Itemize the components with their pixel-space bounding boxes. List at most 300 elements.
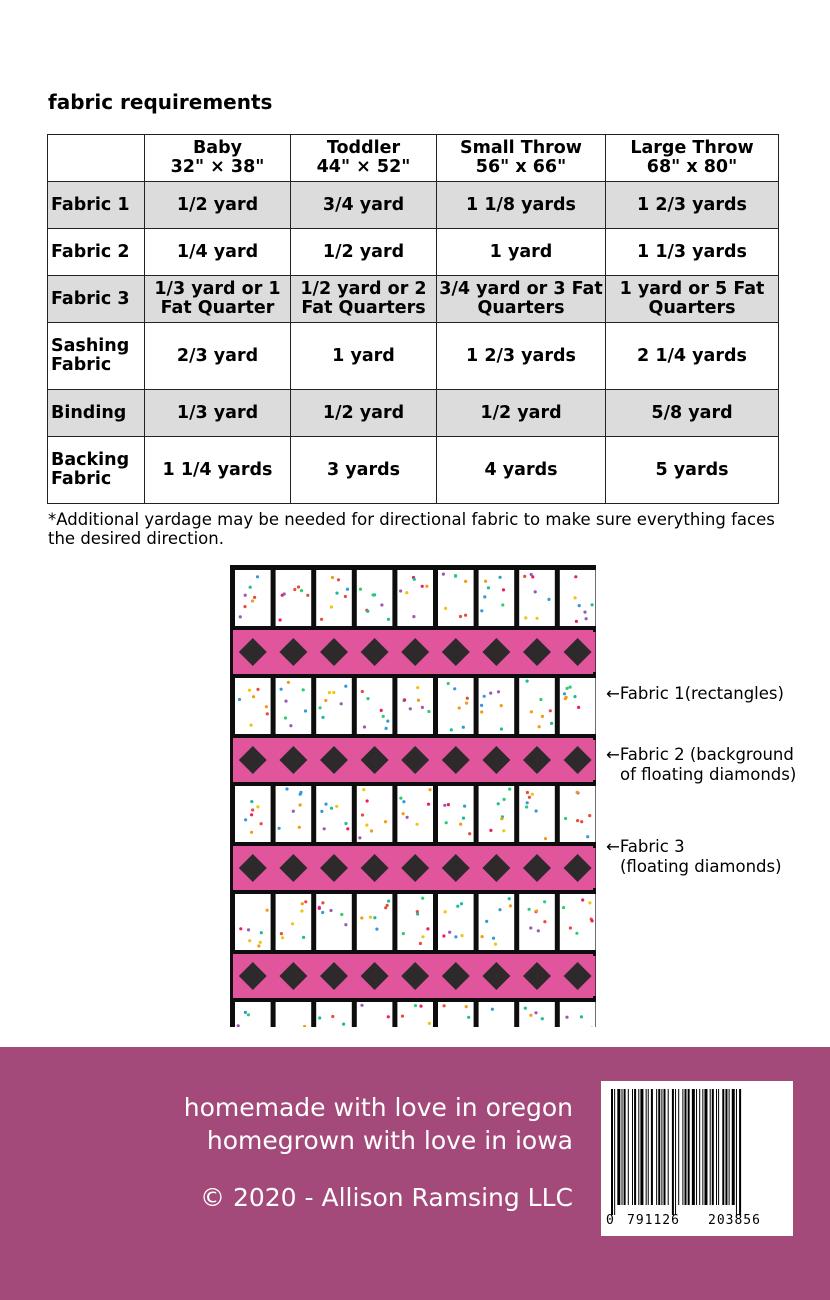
table-cell: 2/3 yard bbox=[145, 323, 291, 390]
rectangle-block bbox=[479, 894, 515, 950]
confetti-dot bbox=[447, 682, 450, 685]
confetti-dot bbox=[248, 939, 251, 942]
confetti-dot bbox=[535, 617, 538, 620]
confetti-dot bbox=[281, 936, 284, 939]
confetti-dot bbox=[373, 916, 376, 919]
confetti-dot bbox=[526, 791, 529, 794]
confetti-dot bbox=[401, 1015, 404, 1018]
confetti-dot bbox=[365, 824, 368, 827]
confetti-dot bbox=[323, 827, 326, 830]
rectangle-block bbox=[560, 1002, 596, 1027]
confetti-dot bbox=[526, 801, 529, 804]
table-cell: 1 yard bbox=[437, 229, 606, 276]
confetti-dot bbox=[450, 728, 453, 731]
confetti-dot bbox=[580, 820, 583, 823]
confetti-dot bbox=[565, 696, 568, 699]
table-cell: 1/2 yard bbox=[437, 390, 606, 437]
confetti-dot bbox=[500, 727, 503, 730]
barcode: 0 791126 203856 bbox=[601, 1081, 793, 1236]
confetti-dot bbox=[459, 823, 462, 826]
rectangle-block bbox=[560, 678, 596, 734]
confetti-dot bbox=[244, 818, 247, 821]
confetti-dot bbox=[524, 616, 527, 619]
rectangle-block bbox=[357, 570, 393, 626]
confetti-dot bbox=[324, 699, 327, 702]
confetti-dot bbox=[360, 916, 363, 919]
row-label: Sashing Fabric bbox=[48, 323, 145, 390]
confetti-dot bbox=[480, 704, 483, 707]
confetti-dot bbox=[586, 835, 589, 838]
confetti-dot bbox=[541, 1017, 544, 1020]
confetti-dot bbox=[361, 690, 364, 693]
confetti-dot bbox=[297, 585, 300, 588]
table-cell: 1 1/4 yards bbox=[145, 437, 291, 504]
barcode-bar bbox=[614, 1089, 615, 1215]
confetti-dot bbox=[462, 817, 465, 820]
confetti-dot bbox=[304, 709, 307, 712]
confetti-dot bbox=[524, 1007, 527, 1010]
confetti-dot bbox=[442, 573, 445, 576]
rectangle-block bbox=[519, 678, 555, 734]
confetti-dot bbox=[265, 705, 268, 708]
confetti-dot bbox=[578, 604, 581, 607]
confetti-dot bbox=[499, 576, 502, 579]
barcode-bar bbox=[664, 1089, 666, 1205]
confetti-dot bbox=[535, 909, 538, 912]
barcode-bar bbox=[624, 1089, 626, 1205]
confetti-dot bbox=[444, 910, 447, 913]
barcode-bar bbox=[729, 1089, 730, 1205]
confetti-dot bbox=[386, 904, 389, 907]
table-cell: 1/3 yard or 1 Fat Quarter bbox=[145, 276, 291, 323]
confetti-dot bbox=[284, 700, 287, 703]
confetti-dot bbox=[292, 810, 295, 813]
barcode-bar bbox=[732, 1089, 735, 1205]
table-cell: 1/2 yard bbox=[291, 229, 437, 276]
confetti-dot bbox=[509, 904, 512, 907]
confetti-dot bbox=[458, 706, 461, 709]
table-cell: 1 yard or 5 Fat Quarters bbox=[606, 276, 779, 323]
table-cell: 1 1/8 yards bbox=[437, 182, 606, 229]
table-row bbox=[48, 276, 779, 323]
confetti-dot bbox=[250, 813, 253, 816]
confetti-dot bbox=[588, 814, 591, 817]
confetti-dot bbox=[421, 935, 424, 938]
confetti-dot bbox=[489, 692, 492, 695]
rectangle-block bbox=[276, 1002, 312, 1027]
confetti-dot bbox=[569, 926, 572, 929]
confetti-dot bbox=[417, 699, 420, 702]
barcode-bar bbox=[632, 1089, 633, 1205]
confetti-dot bbox=[335, 805, 338, 808]
column-header-small-throw: Small Throw 56" x 66" bbox=[437, 135, 606, 182]
table-cell: 1/2 yard or 2 Fat Quarters bbox=[291, 276, 437, 323]
confetti-dot bbox=[300, 589, 303, 592]
confetti-dot bbox=[361, 813, 364, 816]
confetti-dot bbox=[370, 829, 373, 832]
table-cell: 3/4 yard bbox=[291, 182, 437, 229]
rectangle-block bbox=[276, 786, 312, 842]
confetti-dot bbox=[500, 817, 503, 820]
confetti-dot bbox=[502, 588, 505, 591]
tagline-oregon: homemade with love in oregon bbox=[183, 1093, 573, 1122]
table-row bbox=[48, 390, 779, 437]
confetti-dot bbox=[256, 688, 259, 691]
confetti-dot bbox=[280, 688, 283, 691]
confetti-dot bbox=[402, 812, 405, 815]
fabric-3-label: ←Fabric 3 (floating diamonds) bbox=[606, 837, 782, 876]
confetti-dot bbox=[247, 1013, 250, 1016]
fabric-requirements-table bbox=[47, 134, 779, 504]
rectangle-block bbox=[276, 678, 312, 734]
confetti-dot bbox=[318, 1016, 321, 1019]
confetti-dot bbox=[575, 932, 578, 935]
confetti-dot bbox=[291, 922, 294, 925]
confetti-dot bbox=[238, 698, 241, 701]
confetti-dot bbox=[459, 615, 462, 618]
confetti-dot bbox=[302, 688, 305, 691]
rectangle-block bbox=[316, 570, 352, 626]
confetti-dot bbox=[259, 941, 262, 944]
confetti-dot bbox=[375, 928, 378, 931]
confetti-dot bbox=[443, 1004, 446, 1007]
confetti-dot bbox=[321, 911, 324, 914]
confetti-dot bbox=[539, 698, 542, 701]
table-cell: 1 1/3 yards bbox=[606, 229, 779, 276]
confetti-dot bbox=[340, 702, 343, 705]
confetti-dot bbox=[492, 937, 495, 940]
confetti-dot bbox=[329, 909, 332, 912]
confetti-dot bbox=[487, 586, 490, 589]
confetti-dot bbox=[428, 1022, 431, 1025]
confetti-dot bbox=[332, 691, 335, 694]
confetti-dot bbox=[484, 580, 487, 583]
copyright-text: © 2020 - Allison Ramsing LLC bbox=[200, 1183, 573, 1212]
confetti-dot bbox=[460, 902, 463, 905]
barcode-bar bbox=[651, 1089, 653, 1205]
rectangle-block bbox=[479, 786, 515, 842]
confetti-dot bbox=[489, 829, 492, 832]
confetti-dot bbox=[387, 618, 390, 621]
confetti-dot bbox=[344, 685, 347, 688]
confetti-dot bbox=[319, 706, 322, 709]
confetti-dot bbox=[454, 575, 457, 578]
confetti-dot bbox=[481, 935, 484, 938]
confetti-dot bbox=[531, 793, 534, 796]
confetti-dot bbox=[328, 691, 331, 694]
barcode-bar bbox=[685, 1089, 687, 1205]
confetti-dot bbox=[565, 1016, 568, 1019]
confetti-dot bbox=[416, 823, 419, 826]
confetti-dot bbox=[563, 692, 566, 695]
confetti-dot bbox=[340, 913, 343, 916]
confetti-dot bbox=[573, 695, 576, 698]
barcode-bar bbox=[702, 1089, 703, 1205]
confetti-dot bbox=[463, 805, 466, 808]
barcode-bar bbox=[704, 1089, 707, 1205]
confetti-dot bbox=[483, 695, 486, 698]
page-heading: fabric requirements bbox=[48, 90, 273, 114]
confetti-dot bbox=[384, 820, 387, 823]
barcode-bar bbox=[628, 1089, 629, 1205]
barcode-bar bbox=[648, 1089, 649, 1205]
confetti-dot bbox=[299, 803, 302, 806]
confetti-dot bbox=[244, 1011, 247, 1014]
confetti-dot bbox=[405, 591, 408, 594]
confetti-dot bbox=[530, 573, 533, 576]
confetti-dot bbox=[591, 919, 594, 922]
table-cell: 1 2/3 yards bbox=[606, 182, 779, 229]
table-row bbox=[48, 182, 779, 229]
confetti-dot bbox=[301, 902, 304, 905]
confetti-dot bbox=[344, 595, 347, 598]
confetti-dot bbox=[366, 697, 369, 700]
confetti-dot bbox=[483, 595, 486, 598]
barcode-bar bbox=[672, 1089, 674, 1215]
rectangle-block bbox=[357, 894, 393, 950]
rectangle-block bbox=[235, 894, 271, 950]
confetti-dot bbox=[564, 817, 567, 820]
confetti-dot bbox=[331, 576, 334, 579]
directional-fabric-note: *Additional yardage may be needed for directional fabric to make sure everything faces the desired direction. bbox=[48, 510, 775, 548]
confetti-dot bbox=[385, 727, 388, 730]
confetti-dot bbox=[266, 909, 269, 912]
confetti-dot bbox=[577, 706, 580, 709]
confetti-dot bbox=[335, 592, 338, 595]
rectangle-block bbox=[519, 894, 555, 950]
confetti-dot bbox=[523, 575, 526, 578]
confetti-dot bbox=[321, 901, 324, 904]
footer-banner bbox=[0, 1047, 830, 1300]
confetti-dot bbox=[549, 709, 552, 712]
confetti-dot bbox=[465, 1005, 468, 1008]
confetti-dot bbox=[287, 681, 290, 684]
rectangle-block bbox=[438, 570, 474, 626]
rectangle-block bbox=[438, 678, 474, 734]
confetti-dot bbox=[485, 920, 488, 923]
confetti-dot bbox=[454, 935, 457, 938]
confetti-dot bbox=[537, 929, 540, 932]
confetti-dot bbox=[344, 822, 347, 825]
barcode-bar bbox=[617, 1089, 620, 1205]
quilt-diagram bbox=[230, 565, 596, 1027]
confetti-dot bbox=[428, 788, 431, 791]
confetti-dot bbox=[497, 690, 500, 693]
confetti-dot bbox=[574, 596, 577, 599]
confetti-dot bbox=[544, 837, 547, 840]
confetti-dot bbox=[443, 804, 446, 807]
confetti-dot bbox=[501, 603, 504, 606]
confetti-dot bbox=[386, 720, 389, 723]
confetti-dot bbox=[321, 716, 324, 719]
table-cell: 1/2 yard bbox=[291, 390, 437, 437]
table-row bbox=[48, 229, 779, 276]
barcode-bar bbox=[640, 1089, 643, 1205]
barcode-bar bbox=[668, 1089, 669, 1205]
confetti-dot bbox=[337, 578, 340, 581]
confetti-dot bbox=[380, 603, 383, 606]
confetti-dot bbox=[304, 900, 307, 903]
confetti-dot bbox=[529, 926, 532, 929]
confetti-dot bbox=[260, 931, 263, 934]
confetti-dot bbox=[464, 580, 467, 583]
barcode-bar bbox=[682, 1089, 683, 1205]
confetti-dot bbox=[464, 614, 467, 617]
confetti-dot bbox=[541, 715, 544, 718]
table-cell: 5 yards bbox=[606, 437, 779, 504]
barcode-bar bbox=[710, 1089, 711, 1205]
confetti-dot bbox=[530, 710, 533, 713]
confetti-dot bbox=[480, 609, 483, 612]
confetti-dot bbox=[526, 680, 529, 683]
confetti-dot bbox=[508, 897, 511, 900]
confetti-dot bbox=[534, 1011, 537, 1014]
confetti-dot bbox=[419, 942, 422, 945]
confetti-dot bbox=[498, 908, 501, 911]
confetti-dot bbox=[538, 725, 541, 728]
confetti-dot bbox=[257, 944, 260, 947]
confetti-dot bbox=[250, 724, 253, 727]
confetti-dot bbox=[591, 603, 594, 606]
column-header-large-throw: Large Throw 68" x 80" bbox=[606, 135, 779, 182]
confetti-dot bbox=[402, 800, 405, 803]
confetti-dot bbox=[426, 927, 429, 930]
confetti-dot bbox=[331, 1015, 334, 1018]
confetti-dot bbox=[412, 615, 415, 618]
table-cell: 2 1/4 yards bbox=[606, 323, 779, 390]
row-label: Fabric 3 bbox=[48, 276, 145, 323]
table-cell: 5/8 yard bbox=[606, 390, 779, 437]
barcode-bar bbox=[739, 1089, 741, 1215]
confetti-dot bbox=[366, 610, 369, 613]
column-header-toddler: Toddler 44" × 52" bbox=[291, 135, 437, 182]
confetti-dot bbox=[382, 715, 385, 718]
confetti-dot bbox=[528, 908, 531, 911]
rectangle-block bbox=[235, 1002, 271, 1027]
table-cell: 3/4 yard or 3 Fat Quarters bbox=[437, 276, 606, 323]
confetti-dot bbox=[387, 900, 390, 903]
confetti-dot bbox=[453, 687, 456, 690]
confetti-dot bbox=[562, 906, 565, 909]
confetti-dot bbox=[550, 722, 553, 725]
barcode-bar bbox=[675, 1089, 676, 1215]
confetti-dot bbox=[239, 615, 242, 618]
barcode-bar bbox=[638, 1089, 639, 1205]
confetti-dot bbox=[497, 802, 500, 805]
barcode-bar bbox=[622, 1089, 623, 1205]
confetti-dot bbox=[574, 575, 577, 578]
confetti-dot bbox=[366, 799, 369, 802]
confetti-dot bbox=[576, 819, 579, 822]
table-row bbox=[48, 323, 779, 390]
rectangle-block bbox=[316, 786, 352, 842]
table-corner-cell bbox=[48, 135, 145, 182]
confetti-dot bbox=[414, 1004, 417, 1007]
rectangle-block bbox=[560, 570, 596, 626]
fabric-1-label: ←Fabric 1(rectangles) bbox=[606, 684, 784, 703]
confetti-dot bbox=[456, 905, 459, 908]
confetti-dot bbox=[306, 594, 309, 597]
rectangle-block bbox=[397, 678, 433, 734]
rectangle-block bbox=[276, 570, 312, 626]
confetti-dot bbox=[480, 710, 483, 713]
confetti-dot bbox=[359, 588, 362, 591]
confetti-dot bbox=[566, 687, 569, 690]
confetti-dot bbox=[427, 710, 430, 713]
confetti-dot bbox=[250, 831, 253, 834]
confetti-dot bbox=[239, 927, 242, 930]
table-cell: 1/4 yard bbox=[145, 229, 291, 276]
confetti-dot bbox=[416, 686, 419, 689]
confetti-dot bbox=[372, 593, 375, 596]
confetti-dot bbox=[250, 800, 253, 803]
confetti-dot bbox=[445, 821, 448, 824]
barcode-bar bbox=[712, 1089, 714, 1205]
confetti-dot bbox=[588, 901, 591, 904]
confetti-dot bbox=[583, 611, 586, 614]
confetti-dot bbox=[494, 943, 497, 946]
confetti-dot bbox=[502, 829, 505, 832]
rectangle-block bbox=[519, 1002, 555, 1027]
column-header-baby: Baby 32" × 38" bbox=[145, 135, 291, 182]
confetti-dot bbox=[320, 810, 323, 813]
confetti-dot bbox=[260, 822, 263, 825]
rectangle-block bbox=[479, 1002, 515, 1027]
row-label: Fabric 2 bbox=[48, 229, 145, 276]
confetti-dot bbox=[421, 706, 424, 709]
barcode-bars bbox=[611, 1089, 783, 1215]
confetti-dot bbox=[298, 826, 301, 829]
confetti-dot bbox=[462, 726, 465, 729]
confetti-dot bbox=[444, 607, 447, 610]
confetti-dot bbox=[302, 936, 305, 939]
confetti-dot bbox=[247, 928, 250, 931]
rectangle-block bbox=[397, 894, 433, 950]
confetti-dot bbox=[581, 898, 584, 901]
confetti-dot bbox=[576, 791, 579, 794]
barcode-bar bbox=[611, 1089, 613, 1215]
table-cell: 1 2/3 yards bbox=[437, 323, 606, 390]
tagline-iowa: homegrown with love in iowa bbox=[206, 1126, 573, 1155]
confetti-dot bbox=[503, 798, 506, 801]
confetti-dot bbox=[419, 1005, 422, 1008]
confetti-dot bbox=[543, 900, 546, 903]
row-label: Fabric 1 bbox=[48, 182, 145, 229]
confetti-dot bbox=[442, 934, 445, 937]
confetti-dot bbox=[547, 598, 550, 601]
confetti-dot bbox=[360, 1004, 363, 1007]
confetti-dot bbox=[448, 931, 451, 934]
confetti-dot bbox=[543, 920, 546, 923]
confetti-dot bbox=[279, 618, 282, 621]
confetti-dot bbox=[369, 916, 372, 919]
confetti-dot bbox=[320, 618, 323, 621]
confetti-dot bbox=[358, 836, 361, 839]
confetti-dot bbox=[285, 787, 288, 790]
confetti-dot bbox=[425, 585, 428, 588]
confetti-dot bbox=[363, 725, 366, 728]
confetti-dot bbox=[468, 832, 471, 835]
barcode-bar bbox=[696, 1089, 697, 1205]
confetti-dot bbox=[330, 807, 333, 810]
confetti-dot bbox=[289, 724, 292, 727]
confetti-dot bbox=[467, 1016, 470, 1019]
confetti-dot bbox=[280, 932, 283, 935]
barcode-bar bbox=[699, 1089, 700, 1205]
barcode-bar bbox=[716, 1089, 717, 1205]
confetti-dot bbox=[416, 910, 419, 913]
barcode-bar bbox=[634, 1089, 636, 1205]
